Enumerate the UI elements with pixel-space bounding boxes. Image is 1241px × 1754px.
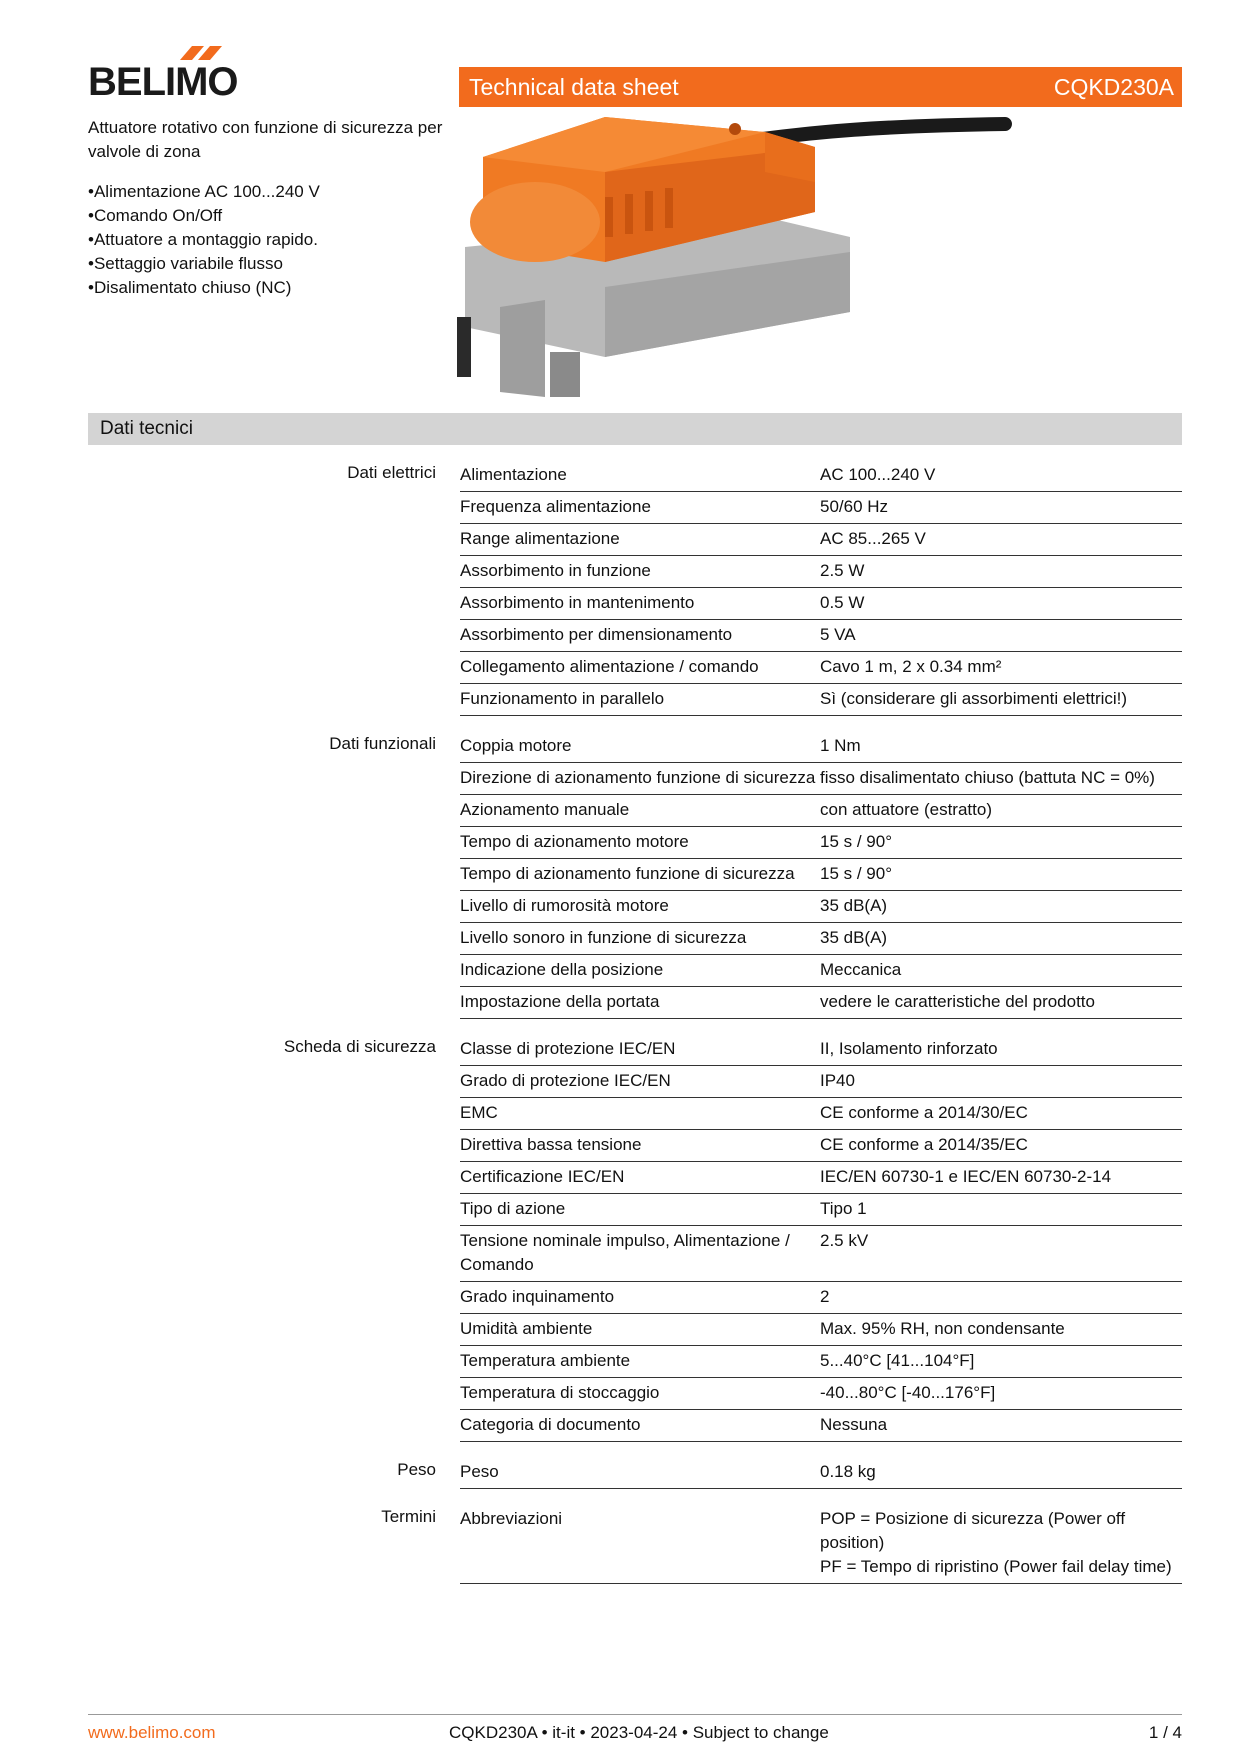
spec-value: AC 100...240 V: [820, 465, 936, 484]
spec-key: Certificazione IEC/EN: [460, 1167, 625, 1186]
spec-key: Assorbimento in funzione: [460, 561, 651, 580]
spec-row: [460, 492, 1182, 524]
spec-value: II, Isolamento rinforzato: [820, 1039, 998, 1058]
spec-value: 5 VA: [820, 625, 856, 644]
feature-item: • Disalimentato chiuso (NC): [88, 276, 448, 300]
spec-value: 2.5 W: [820, 561, 865, 580]
spec-value: Nessuna: [820, 1415, 888, 1434]
spec-row: [460, 859, 1182, 891]
spec-key: Tensione nominale impulso, Alimentazione / Comando: [460, 1231, 790, 1274]
feature-list: [88, 180, 448, 300]
spec-row: [460, 1504, 1182, 1584]
spec-key: Funzionamento in parallelo: [460, 689, 665, 708]
spec-row: [460, 731, 1182, 763]
spec-key: Direzione di azionamento funzione di sicurezza: [460, 768, 816, 787]
spec-group: [88, 1034, 1182, 1442]
spec-row: [460, 923, 1182, 955]
spec-value: 0.5 W: [820, 593, 865, 612]
website-link[interactable]: www.belimo.com: [88, 1723, 216, 1742]
spec-key: Impostazione della portata: [460, 992, 660, 1011]
spec-value: Max. 95% RH, non condensante: [820, 1319, 1065, 1338]
spec-group: [88, 731, 1182, 1019]
spec-key: Umidità ambiente: [460, 1319, 593, 1338]
product-intro: [88, 116, 448, 300]
spec-row: [460, 955, 1182, 987]
spec-value: con attuatore (estratto): [820, 800, 992, 819]
feature-item: • Settaggio variabile flusso: [88, 252, 448, 276]
spec-row: [460, 1034, 1182, 1066]
spec-key: Livello sonoro in funzione di sicurezza: [460, 928, 747, 947]
spec-key: Direttiva bassa tensione: [460, 1135, 642, 1154]
document-info: CQKD230A • it-it • 2023-04-24 • Subject to change: [449, 1723, 829, 1742]
product-description: Attuatore rotativo con funzione di sicurezza per valvole di zona: [88, 118, 443, 161]
spec-key: Peso: [460, 1462, 499, 1481]
title-banner: [459, 67, 1182, 107]
spec-value: 5...40°C [41...104°F]: [820, 1351, 975, 1370]
spec-key: Assorbimento in mantenimento: [460, 593, 695, 612]
spec-row: [460, 460, 1182, 492]
product-image: [455, 112, 1015, 402]
spec-row: [460, 827, 1182, 859]
spec-value: 0.18 kg: [820, 1462, 876, 1481]
spec-row: [460, 524, 1182, 556]
feature-item: • Alimentazione AC 100...240 V: [88, 180, 448, 204]
spec-group-label: Dati elettrici: [347, 463, 436, 482]
spec-key: Temperatura di stoccaggio: [460, 1383, 660, 1402]
spec-row: [460, 684, 1182, 716]
spec-value: Meccanica: [820, 960, 902, 979]
feature-item: • Comando On/Off: [88, 204, 448, 228]
spec-row: [460, 891, 1182, 923]
spec-value: -40...80°C [-40...176°F]: [820, 1383, 996, 1402]
belimo-logo: [88, 44, 243, 104]
brand-name: BELIMO: [88, 60, 238, 104]
actuator-illustration: [455, 112, 1015, 402]
section-title: Dati tecnici: [100, 418, 193, 439]
spec-row: [460, 1194, 1182, 1226]
spec-key: Collegamento alimentazione / comando: [460, 657, 759, 676]
spec-table: [88, 460, 1182, 1599]
spec-row: [460, 1410, 1182, 1442]
spec-key: Grado inquinamento: [460, 1287, 615, 1306]
spec-value: POP = Posizione di sicurezza (Power off position) PF = Tempo di ripristino (Power fail delay time): [820, 1509, 1172, 1576]
spec-value: IP40: [820, 1071, 855, 1090]
spec-key: Classe di protezione IEC/EN: [460, 1039, 676, 1058]
spec-value: Sì (considerare gli assorbimenti elettrici!): [820, 689, 1128, 708]
spec-key: Azionamento manuale: [460, 800, 630, 819]
spec-key: Range alimentazione: [460, 529, 620, 548]
spec-row: [460, 1130, 1182, 1162]
section-heading: [88, 413, 1182, 445]
spec-value: Cavo 1 m, 2 x 0.34 mm²: [820, 657, 1002, 676]
spec-row: [460, 1378, 1182, 1410]
spec-value: vedere le caratteristiche del prodotto: [820, 992, 1095, 1011]
spec-key: Tempo di azionamento motore: [460, 832, 689, 851]
spec-key: Alimentazione: [460, 465, 567, 484]
spec-row: [460, 588, 1182, 620]
spec-key: Tipo di azione: [460, 1199, 566, 1218]
spec-key: Grado di protezione IEC/EN: [460, 1071, 671, 1090]
spec-key: Abbreviazioni: [460, 1509, 563, 1528]
spec-key: Livello di rumorosità motore: [460, 896, 669, 915]
spec-row: [460, 1457, 1182, 1489]
spec-group: [88, 460, 1182, 716]
spec-value: 2.5 kV: [820, 1231, 869, 1250]
spec-value: CE conforme a 2014/30/EC: [820, 1103, 1028, 1122]
page-footer: [88, 1714, 1182, 1745]
spec-group: [88, 1504, 1182, 1584]
spec-key: Tempo di azionamento funzione di sicurezza: [460, 864, 795, 883]
spec-key: Indicazione della posizione: [460, 960, 664, 979]
spec-value: AC 85...265 V: [820, 529, 926, 548]
spec-key: EMC: [460, 1103, 498, 1122]
spec-value: 35 dB(A): [820, 896, 888, 915]
spec-row: [460, 795, 1182, 827]
spec-group-label: Scheda di sicurezza: [283, 1037, 436, 1056]
spec-key: Temperatura ambiente: [460, 1351, 631, 1370]
spec-group: [88, 1457, 1182, 1489]
spec-value: fisso disalimentato chiuso (battuta NC = 0%): [820, 768, 1155, 787]
spec-key: Frequenza alimentazione: [460, 497, 651, 516]
spec-row: [460, 1314, 1182, 1346]
document-title: Technical data sheet: [469, 74, 679, 100]
spec-row: [460, 1098, 1182, 1130]
spec-row: [460, 987, 1182, 1019]
spec-rows: [460, 1457, 1182, 1489]
spec-row: [460, 620, 1182, 652]
spec-value: IEC/EN 60730-1 e IEC/EN 60730-2-14: [820, 1167, 1112, 1186]
spec-rows: [460, 1504, 1182, 1584]
spec-value: 15 s / 90°: [820, 864, 893, 883]
spec-value: CE conforme a 2014/35/EC: [820, 1135, 1028, 1154]
spec-group-label: Dati funzionali: [329, 734, 436, 753]
page-number: 1 / 4: [1148, 1723, 1182, 1742]
spec-value: Tipo 1: [820, 1199, 867, 1218]
spec-value: 35 dB(A): [820, 928, 888, 947]
spec-row: [460, 652, 1182, 684]
spec-rows: [460, 1034, 1182, 1442]
spec-rows: [460, 460, 1182, 716]
feature-item: • Attuatore a montaggio rapido.: [88, 228, 448, 252]
spec-row: [460, 1066, 1182, 1098]
spec-row: [460, 1346, 1182, 1378]
spec-key: Coppia motore: [460, 736, 572, 755]
model-number: CQKD230A: [1053, 74, 1174, 100]
spec-group-label: Termini: [381, 1507, 436, 1526]
spec-row: [460, 556, 1182, 588]
spec-value: 50/60 Hz: [820, 497, 889, 516]
spec-value: 15 s / 90°: [820, 832, 893, 851]
spec-row: [460, 1282, 1182, 1314]
spec-key: Categoria di documento: [460, 1415, 641, 1434]
spec-value: 1 Nm: [820, 736, 861, 755]
spec-group-label: Peso: [397, 1460, 436, 1479]
spec-rows: [460, 731, 1182, 1019]
spec-value: 2: [820, 1287, 830, 1306]
spec-row: [460, 1226, 1182, 1282]
spec-key: Assorbimento per dimensionamento: [460, 625, 733, 644]
spec-row: [460, 1162, 1182, 1194]
spec-row: [460, 763, 1182, 795]
